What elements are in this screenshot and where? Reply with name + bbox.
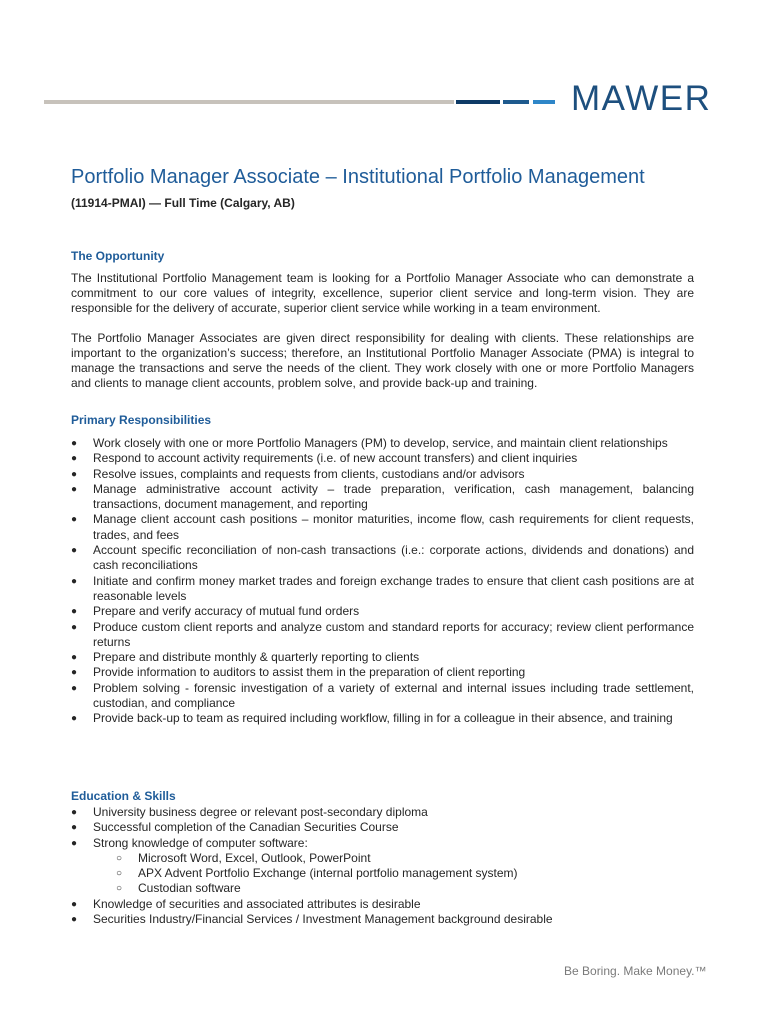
bullet-icon: ● [71,483,78,495]
list-item [71,436,694,451]
bullet-icon: ● [71,545,78,557]
bullet-icon: ● [71,914,78,926]
bullet-icon: ● [71,713,78,725]
list-item [71,543,694,574]
bullet-icon: ● [71,468,78,480]
bullet-icon: ● [71,807,78,818]
opportunity-paragraph-1: The Institutional Portfolio Management team is looking for a Portfolio Manager Associate who can demonstrate a commitment to our core values of integrity, excellence, superior client service and long-term vision. They are responsible for the delivery of accurate, superior client service while working in a team environment. [71,271,694,315]
responsibilities-list [71,436,694,727]
list-item-text: Knowledge of securities and associated attributes is desirable [93,896,421,911]
bullet-icon: ● [71,682,78,694]
list-item-text: Manage administrative account activity – trade preparation, verification, cash management, balancing transactions, document management, and reporting [93,481,694,512]
list-item [71,512,694,543]
job-title: Portfolio Manager Associate – Institutional Portfolio Management [71,166,645,188]
list-item [71,604,694,619]
list-item [71,467,694,482]
bullet-icon: ● [71,514,78,526]
list-item-text: Work closely with one or more Portfolio Managers (PM) to develop, service, and maintain client relationships [93,436,668,450]
list-item-text: Prepare and verify accuracy of mutual fund orders [93,604,360,619]
company-logo: MAWER [571,79,712,118]
education-heading: Education & Skills [71,789,176,803]
bullet-icon: ● [71,898,78,910]
software-sublist [93,851,694,897]
sub-list-item [93,851,694,866]
list-item-text: Problem solving - forensic investigation of a variety of external and internal issues including trade settlement, custodian, and compliance [93,680,694,711]
sub-list-item [93,881,694,896]
list-item-text: University business degree or relevant post-secondary diploma [93,805,428,819]
list-item-text: Prepare and distribute monthly & quarterly reporting to clients [93,650,420,665]
responsibilities-heading: Primary Responsibilities [71,413,212,427]
bullet-icon: ● [71,453,78,465]
list-item [71,836,694,897]
opportunity-paragraph-2: The Portfolio Manager Associates are given direct responsibility for dealing with clients. These relationships are important to the organization’s success; therefore, an Institutional Portfolio Manager Associate (PMA) is integral to manage the transactions and serve the needs of the client. They work closely with one or more Portfolio Managers and clients to manage client accounts, problem solve, and provide back-up and training. [71,331,694,390]
list-item [71,451,694,466]
list-item-text: Provide information to auditors to assist them in the preparation of client reporting [93,665,526,680]
bullet-icon: ● [71,621,78,633]
header-rule-blue [533,100,555,104]
list-item [71,897,694,912]
bullet-icon: ● [71,575,78,587]
header-rule-navy-short [503,100,529,104]
sub-list-item-text: Custodian software [138,881,241,896]
list-item-text: Produce custom client reports and analyze custom and standard reports for accuracy; review client performance returns [93,619,694,649]
list-item-text: Successful completion of the Canadian Securities Course [93,820,399,835]
list-item [71,482,694,513]
bullet-icon: ● [71,822,78,834]
list-item-text: Respond to account activity requirements (i.e. of new account transfers) and client inquiries [93,451,578,466]
footer-tagline: Be Boring. Make Money.™ [564,964,707,978]
job-subtitle: (11914-PMAI) — Full Time (Calgary, AB) [71,196,295,210]
list-item-text: Manage client account cash positions – monitor maturities, income flow, cash requirements for client requests, trades, and fees [93,512,694,542]
circle-bullet-icon: ○ [116,868,123,880]
bullet-icon: ● [71,667,78,679]
bullet-icon: ● [71,438,78,449]
header-rule-gray [44,100,454,104]
list-item-text: Provide back-up to team as required including workflow, filling in for a colleague in their absence, and training [93,711,673,726]
list-item [71,620,694,651]
sub-list-item-text: APX Advent Portfolio Exchange (internal portfolio management system) [138,866,518,881]
list-item [71,805,694,820]
opportunity-heading: The Opportunity [71,249,165,263]
education-list [71,805,694,927]
circle-bullet-icon: ○ [116,852,123,864]
bullet-icon: ● [71,837,78,849]
sub-list-item [93,866,694,881]
bullet-icon: ● [71,652,78,664]
list-item-text: Resolve issues, complaints and requests from clients, custodians and/or advisors [93,466,525,481]
list-item [71,650,694,665]
list-item-text: Strong knowledge of computer software: [93,835,308,850]
list-item-text: Account specific reconciliation of non-cash transactions (i.e.: corporate actions, dividends and donations) and cash reconciliations [93,543,694,573]
list-item-text: Initiate and confirm money market trades and foreign exchange trades to ensure that client cash positions are at reasonable levels [93,573,694,603]
list-item [71,574,694,605]
list-item [71,912,694,927]
list-item-text: Securities Industry/Financial Services / Investment Management background desirable [93,912,553,927]
list-item [71,665,694,680]
circle-bullet-icon: ○ [116,883,123,895]
bullet-icon: ● [71,606,78,618]
sub-list-item-text: Microsoft Word, Excel, Outlook, PowerPoint [138,850,371,865]
list-item [71,681,694,712]
list-item [71,711,694,726]
list-item [71,820,694,835]
header-rule-navy [456,100,500,104]
